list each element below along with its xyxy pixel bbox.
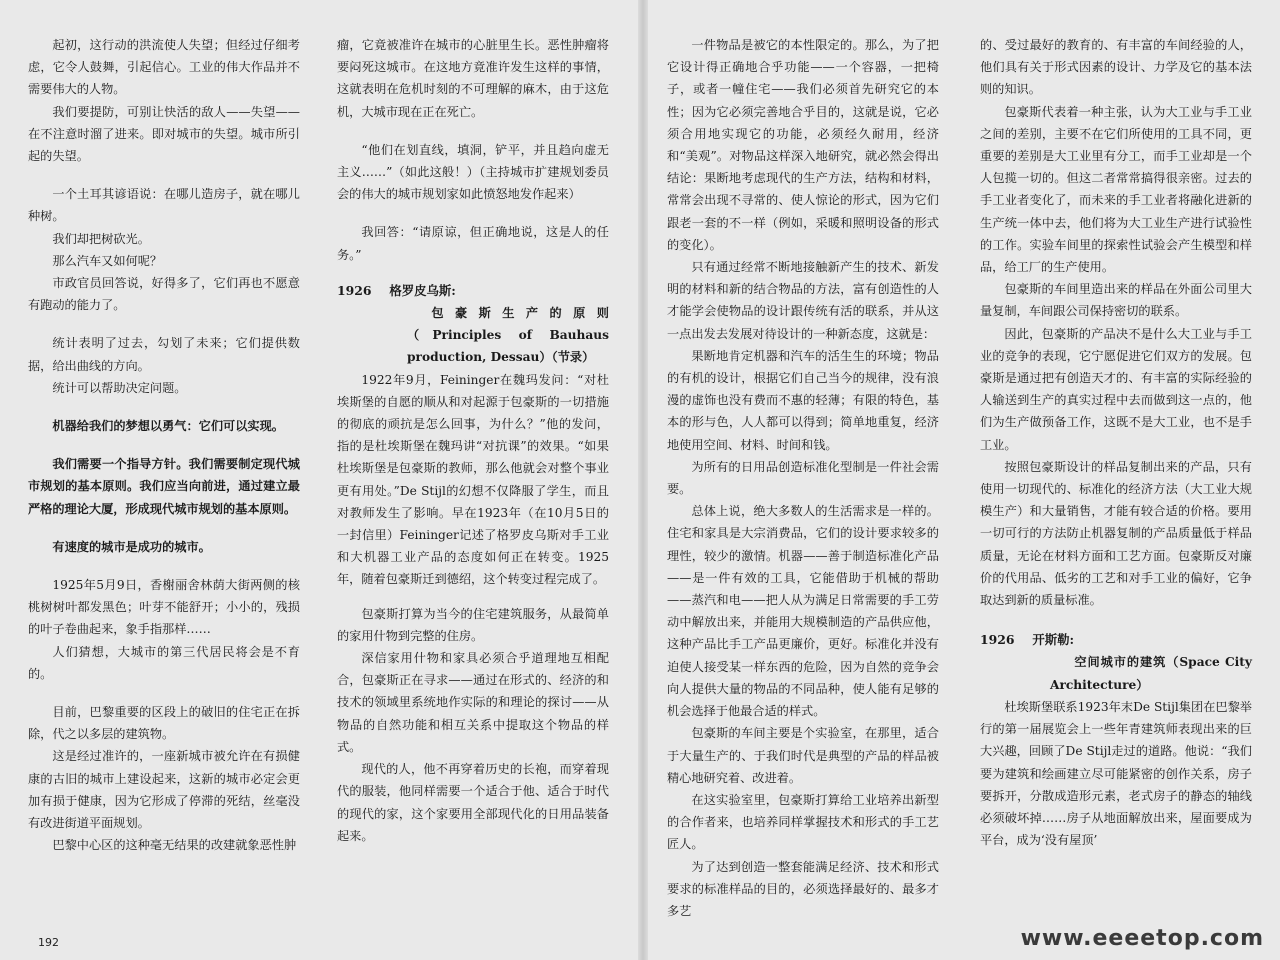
paragraph: 1925年5月9日，香榭丽舍林荫大街两侧的核桃树树叶都发黑色；叶芽不能舒开；小小的，残损的叶子卷曲起来，象手指那样…… [28,578,300,637]
paragraph: 这是经过准许的，一座新城市被允许在有损健康的古旧的城市上建设起来，这新的城市必定会更加有损于健康，因为它形成了停滞的死结，丝毫没有改进街道平面规划。 [28,749,300,831]
book-gutter [638,0,648,960]
paragraph: 一个土耳其谚语说：在哪儿造房子，就在哪儿种树。 [28,187,300,224]
paragraph: 市政官员回答说，好得多了，它们再也不愿意有跑动的能力了。 [28,276,300,313]
paragraph: 那么汽车又如何呢？ [52,253,163,268]
paragraph: 我们要提防，可别让快活的敌人——失望——在不注意时溜了进来。即对城市的失望。城市所引起的失望。 [28,104,300,164]
section-author: 格罗皮乌斯: [389,282,456,298]
paragraph: 杜埃斯堡联系1923年末De Stijl集团在巴黎举行的第一届展览会上一些年青建筑师表现出来的巨大兴趣，回顾了De Stijl走过的道路。他说：“我们要为建筑和绘画建立尽可能紧密的创作关系，房子要拆开，分散成造形元素，老式房子的静态的轴线必须破坏掉……房子从地面解放出来，屋面要成为平台，成为‘没有屋顶’ [980,699,1252,848]
section-heading [980,629,1252,651]
paragraph: 总体上说，绝大多数人的生活需求是一样的。住宅和家具是大宗消费品，它们的设计要求较多的理性，较少的激情。机器——善于制造标准化产品——是一件有效的工具，它能借助于机械的帮助——蒸汽和电——把人从为满足日常需要的手工劳动中解放出来，并能用大规模制造的产品供应他，这种产品比手工产品更廉价，更好。标准化并没有迫使人接受某一样东西的危险，因为自然的竞争会向人提供大量的物品的不同品种，使人能有足够的机会选择于他最合适的样式。 [667,504,939,719]
section-title: 空间城市的建筑（Space City Architecture） [1050,655,1252,692]
section-heading [337,280,609,302]
paragraph: “他们在划直线，填洞，铲平，并且趋向虚无主义……”（如此这般！）（主持城市扩建规划委员会的伟大的城市规划家如此愤怒地发作起来） [337,142,609,202]
paragraph: 机器给我们的梦想以勇气：它们可以实现。 [52,419,284,434]
column-1 [28,34,300,904]
paragraph: 包豪斯的车间主要是个实验室，在那里，适合于大量生产的、于我们时代是典型的产品的样品被精心地研究着、改进着。 [667,726,939,785]
paragraph: 只有通过经常不断地接触新产生的技术、新发明的材料和新的结合物品的方法，富有创造性的人才能学会使物品的设计跟传统有活的联系，并从这一点出发去发展对待设计的一种新态度，这就是： [667,260,939,341]
page-number: 192 [38,936,59,949]
paragraph: 因此，包豪斯的产品决不是什么大工业与手工业的竞争的表现，它宁愿促进它们双方的发展。包豪斯是通过把有创造天才的、有丰富的实际经验的人输送到生产的真实过程中去而做到这一点的，他们为生产做预备工作，这既不是大工业，也不是手工业。 [980,326,1252,452]
paragraph: 的、受过最好的教育的、有丰富的车间经验的人，他们具有关于形式因素的设计、力学及它的基本法则的知识。 [980,38,1252,97]
paragraph: 瘤，它竟被准许在城市的心脏里生长。恶性肿瘤将要闷死这城市。在这地方竟准许发生这样的事情，这就表明在危机时刻的不可理解的麻木，由于这危机，大城市现在正在死亡。 [337,38,609,119]
paragraph: 统计可以帮助决定问题。 [52,380,187,395]
paragraph: 统计表明了过去，勾划了未来；它们提供数据，给出曲线的方向。 [28,336,300,373]
paragraph: 现代的人，他不再穿着历史的长袍，而穿着现代的服装，他同样需要一个适合于他、适合于时代的现代的家，这个家要用全部现代化的日用品装备起来。 [337,762,609,843]
section-year: 1926 [980,632,1015,648]
paragraph: 巴黎中心区的这种毫无结果的改建就象恶性肿 [52,838,297,853]
paragraph: 1922年9月，Feininger在魏玛发问：“对杜埃斯堡的自愿的顺从和对起源于包豪斯的一切措施的彻底的顽抗是怎么回事，为什么？”他的发问，指的是杜埃斯堡在魏玛讲“对抗课”的效果。“如果杜埃斯堡是包豪斯的教师，那么他就会对整个事业更有用处。”De Stijl的幻想不仅降服了学生，而且对教师发生了影响。早在1923年（在10月5日的一封信里）Feininger记述了格罗皮乌斯对手工业和大机器工业产品的态度如何正在转变。1925年，随着包豪斯迁到德绍，这个转变过程完成了。 [337,372,609,587]
paragraph: 包豪斯打算为当今的住宅建筑服务，从最简单的家用什物到完整的住房。 [337,606,609,643]
paragraph: 果断地肯定机器和汽车的活生生的环境；物品的有机的设计，根据它们自己当今的规律，没有浪漫的虚饰也没有费而不惠的轻薄；有限的特色，基本的形与色，人人都可以得到；简单地重复，经济地使用空间、材料、时间和钱。 [667,348,939,452]
column-4 [980,34,1252,904]
section-author: 开斯勒: [1032,632,1075,648]
paragraph: 深信家用什物和家具必须合乎道理地互相配合，包豪斯正在寻求——通过在形式的、经济的和技术的领域里系统地作实际的和理论的探讨——从物品的自然功能和相互关系中提取这个物品的样式。 [337,651,609,754]
paragraph: 包豪斯的车间里造出来的样品在外面公司里大量复制，车间跟公司保持密切的联系。 [980,282,1252,319]
paragraph: 我回答：“请原谅，但正确地说，这是人的任务。” [337,225,609,262]
site-watermark: www.eeeetop.com [1020,926,1264,951]
paragraph: 起初，这行动的洪流使人失望；但经过仔细考虑，它令人鼓舞，引起信心。工业的伟大作品并不需要伟大的人物。 [28,38,300,97]
column-3 [667,34,939,918]
paragraph: 在这实验室里，包豪斯打算给工业培养出新型的合作者来，也培养同样掌握技术和形式的手工艺匠人。 [667,792,939,852]
paragraph: 我们却把树砍光。 [52,231,150,246]
paragraph: 我们需要一个指导方针。我们需要制定现代城市规划的基本原则。我们应当向前进，通过建立最严格的理论大厦，形成现代城市规划的基本原则。 [28,457,300,516]
column-2 [337,34,609,904]
paragraph: 为了达到创造一整套能满足经济、技术和形式要求的标准样品的目的，必须选择最好的、最多才多艺 [667,859,939,918]
paragraph: 目前，巴黎重要的区段上的破旧的住宅正在拆除，代之以多层的建筑物。 [28,705,300,742]
paragraph: 按照包豪斯设计的样品复制出来的产品，只有使用一切现代的、标准化的经济方法（大工业大规模生产）和大量销售，才能有较合适的价格。要用一切可行的方法防止机器复制的产品质量低于样品质量，无论在材料方面和工艺方面。包豪斯反对廉价的代用品、低劣的工艺和对手工业的偏好，它争取达到新的质量标准。 [980,459,1252,608]
paragraph: 包豪斯代表着一种主张，认为大工业与手工业之间的差别，主要不在它们所使用的工具不同，更重要的差别是大工业里有分工，而手工业却是一个人包揽一切的。但这二者常常搞得很亲密。过去的手工业者变化了，而未来的手工业者将融化进新的生产统一体中去，他们将为大工业生产进行试验性的工作。实验车间里的探索性试验会产生模型和样品，给工厂的生产使用。 [980,104,1252,275]
section-title: 包豪斯生产的原则（Principles of Bauhaus production, Dessau）（节录） [407,306,609,365]
paragraph: 为所有的日用品创造标准化型制是一件社会需要。 [667,459,939,497]
section-year: 1926 [337,282,372,298]
paragraph: 人们猜想，大城市的第三代居民将会是不育的。 [28,644,300,681]
paragraph: 一件物品是被它的本性限定的。那么，为了把它设计得正确地合乎功能——一个容器，一把椅子，或者一幢住宅——我们必须首先研究它的本性；因为它必须完善地合乎目的，这就是说，它必须合用地实现它的功能，必须经久耐用，经济和“美观”。对物品这样深入地研究，就必然会得出结论：果断地考虑现代的生产方法，结构和材料，常常会出现不寻常的、使人惊论的形式，因为它们跟老一套的不一样（例如，采暖和照明设备的形式的变化）。 [667,38,939,252]
paragraph: 有速度的城市是成功的城市。 [52,539,211,554]
